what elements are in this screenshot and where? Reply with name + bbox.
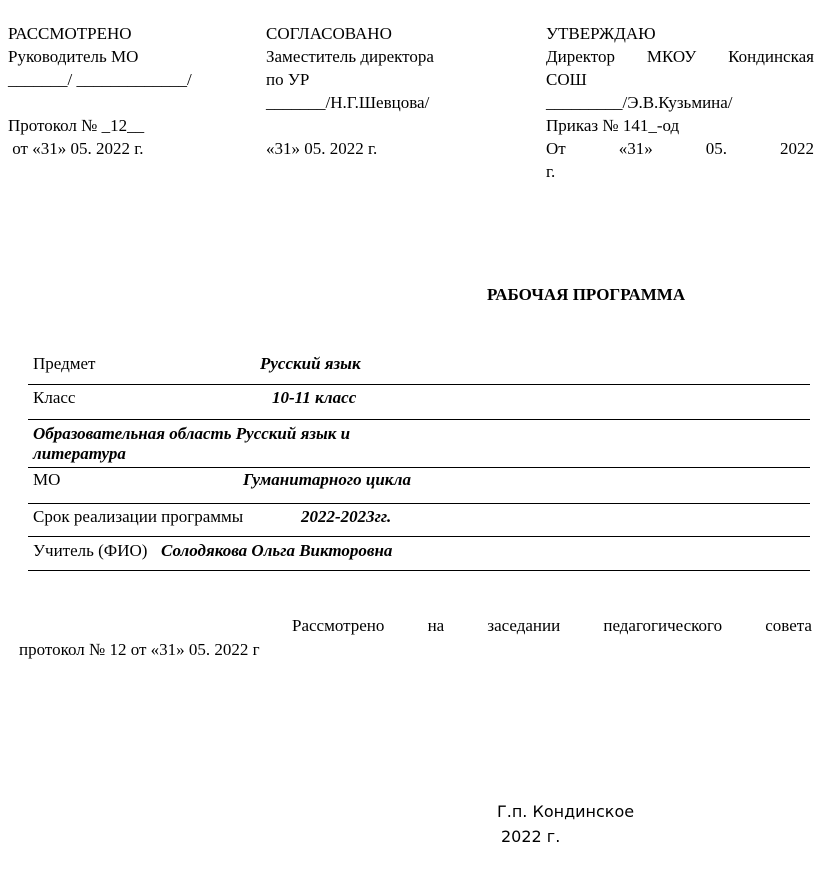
subject-value: Русский язык — [260, 354, 361, 373]
table-row-mo — [28, 468, 810, 504]
area-line2: литература — [33, 444, 126, 463]
approved-role-word: Кондинская — [728, 47, 814, 66]
reviewed-protocol: Протокол № _12__ — [8, 116, 145, 135]
term-value: 2022-2023гг. — [301, 507, 392, 526]
pedsovet-word: педагогического — [603, 616, 723, 635]
pedsovet-word: совета — [765, 616, 812, 635]
approved-date-word: «31» — [618, 139, 653, 158]
approval-block-agreed — [266, 22, 434, 160]
program-info-table — [28, 348, 810, 571]
mo-label: МО — [33, 470, 61, 489]
agreed-role-line1: Заместитель директора — [266, 47, 434, 66]
document-title: РАБОЧАЯ ПРОГРАММА — [487, 285, 686, 304]
reviewed-role: Руководитель МО — [8, 47, 139, 66]
approved-role-word: Директор — [546, 47, 615, 66]
approved-heading: УТВЕРЖДАЮ — [546, 24, 656, 43]
footer-place: Г.п. Кондинское — [497, 802, 635, 821]
approved-date-word: От — [546, 139, 566, 158]
footer-year: 2022 г. — [501, 827, 561, 846]
table-row-area — [28, 420, 810, 468]
area-line1: Образовательная область Русский язык и — [33, 424, 351, 443]
class-label: Класс — [33, 388, 76, 407]
teacher-value: Солодякова Ольга Викторовна — [161, 541, 393, 560]
reviewed-date: от «31» 05. 2022 г. — [8, 139, 144, 158]
reviewed-heading: РАССМОТРЕНО — [8, 24, 132, 43]
approved-date-word: 05. — [705, 139, 727, 158]
approved-role-word: МКОУ — [646, 47, 697, 66]
approved-order: Приказ № 141_-од — [546, 116, 680, 135]
table-row-term — [28, 504, 810, 537]
agreed-signature-line: _______/Н.Г.Шевцова/ — [266, 93, 430, 112]
pedsovet-line — [292, 616, 812, 636]
approved-signature-line: _________/Э.В.Кузьмина/ — [546, 93, 733, 112]
approval-block-approved — [546, 22, 814, 183]
term-label: Срок реализации программы — [33, 507, 244, 526]
pedsovet-protocol: протокол № 12 от «31» 05. 2022 г — [19, 640, 260, 659]
pedsovet-word: заседании — [487, 616, 561, 635]
mo-value: Гуманитарного цикла — [243, 470, 411, 489]
agreed-heading: СОГЛАСОВАНО — [266, 24, 392, 43]
agreed-role-line2: по УР — [266, 70, 310, 89]
pedsovet-word: Рассмотрено — [292, 616, 385, 635]
teacher-label: Учитель (ФИО) — [33, 541, 148, 560]
pedsovet-word: на — [427, 616, 445, 635]
approved-role-line1 — [546, 45, 814, 68]
subject-label: Предмет — [33, 354, 96, 373]
table-row-teacher — [28, 537, 810, 571]
table-row-class — [28, 385, 810, 420]
approved-date-tail: г. — [546, 162, 556, 181]
class-value: 10-11 класс — [272, 388, 357, 407]
table-row-subject — [28, 348, 810, 385]
approved-role-line2: СОШ — [546, 70, 587, 89]
agreed-date: «31» 05. 2022 г. — [266, 139, 378, 158]
reviewed-signature-line: _______/ _____________/ — [8, 70, 192, 89]
approved-date-line — [546, 137, 814, 160]
approval-block-reviewed — [8, 22, 192, 160]
approved-date-word: 2022 — [779, 139, 814, 158]
